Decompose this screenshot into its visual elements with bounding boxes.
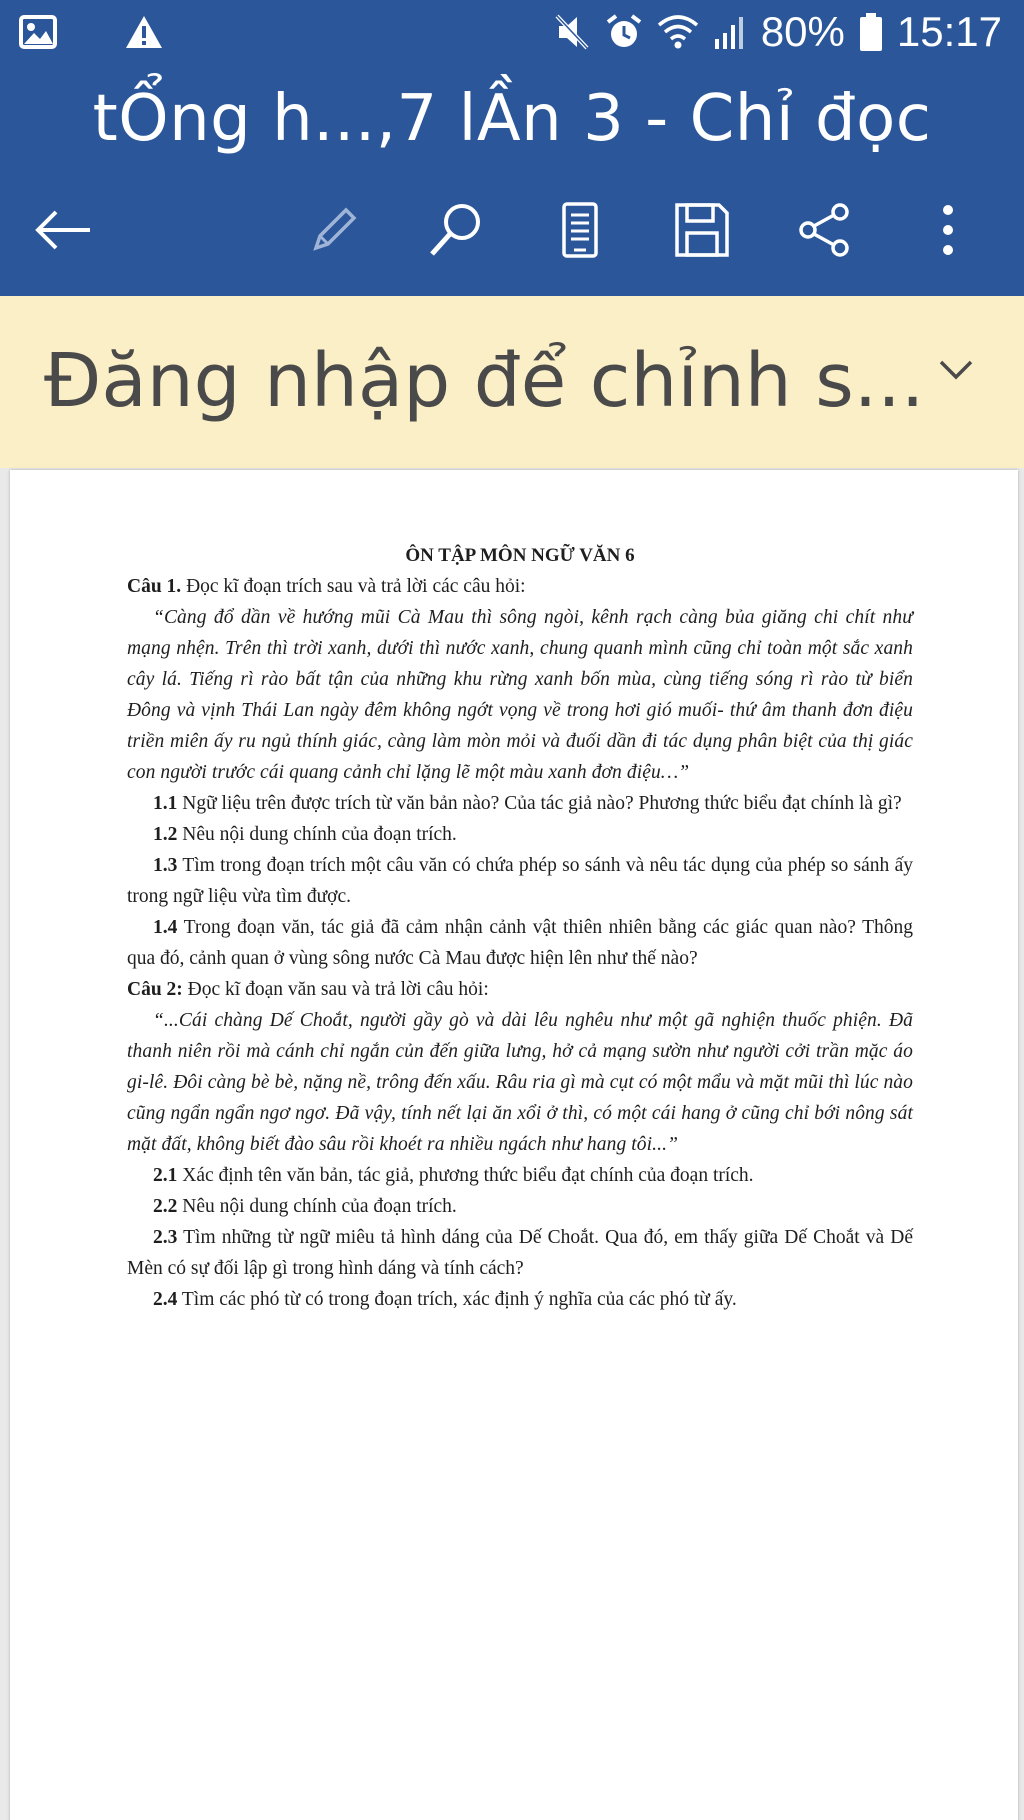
- item-text: Trong đoạn văn, tác giả đã cảm nhận cảnh vật thiên nhiên bằng các giác quan nào? Thông qua đó, cảnh quan ở vùng sông nước Cà Mau được hiện lên như thế nào?: [127, 917, 913, 969]
- battery-icon: [859, 12, 883, 52]
- item-number: 1.2: [153, 824, 178, 845]
- image-icon: [18, 14, 58, 50]
- question-2-label: Câu 2:: [127, 979, 183, 1000]
- sign-in-banner-text: Đăng nhập để chỉnh s...: [44, 338, 925, 424]
- item-text: Tìm những từ ngữ miêu tả hình dáng của Dế Choắt. Qua đó, em thấy giữa Dế Choắt và Dế Mèn có sự đối lập gì trong hình dáng và tính cách?: [127, 1227, 913, 1279]
- question-2-text: Đọc kĩ đoạn văn sau và trả lời câu hỏi:: [182, 979, 489, 1000]
- wifi-icon: [657, 13, 699, 51]
- question-1-heading: [127, 571, 913, 602]
- item-text: Xác định tên văn bản, tác giả, phương thức biểu đạt chính của đoạn trích.: [177, 1165, 754, 1186]
- signal-icon: [713, 13, 747, 51]
- item-number: 2.3: [153, 1227, 178, 1248]
- doc-heading: ÔN TẬP MÔN NGỮ VĂN 6: [405, 545, 635, 566]
- app-bar: [0, 0, 1024, 296]
- question-item: [127, 1284, 913, 1315]
- question-2-heading: [127, 974, 913, 1005]
- item-text: Tìm trong đoạn trích một câu văn có chứa phép so sánh và nêu tác dụng của phép so sánh ấy trong ngữ liệu vừa tìm được.: [127, 855, 913, 907]
- search-icon[interactable]: [422, 196, 490, 264]
- item-number: 1.1: [153, 793, 178, 814]
- question-2-quote: “...Cái chàng Dế Choắt, người gầy gò và dài lêu nghêu như một gã nghiện thuốc phiện. Đã thanh niên rồi mà cánh chỉ ngắn củn đến giữa lưng, hở cả mạng sườn như người cởi trần mặc áo gi-lê. Đôi càng bè bè, nặng nề, trông đến xấu. Râu ria gì mà cụt có một mẩu và mặt mũi thì lúc nào cũng ngẩn ngẩn ngơ ngơ. Đã vậy, tính nết lại ăn xổi ở thì, có một cái hang ở cũng chỉ bới nông sát mặt đất, không biết đào sâu rồi khoét ra nhiều ngách như hang tôi...”: [127, 1010, 913, 1155]
- item-number: 1.3: [153, 855, 178, 876]
- document-page[interactable]: [10, 470, 1018, 1820]
- item-text: Tìm các phó từ có trong đoạn trích, xác định ý nghĩa của các phó từ ấy.: [177, 1289, 737, 1310]
- item-number: 2.1: [153, 1165, 178, 1186]
- battery-percent: 80%: [760, 8, 845, 55]
- reading-view-icon[interactable]: [546, 196, 614, 264]
- item-number: 2.2: [153, 1196, 178, 1217]
- question-1-label: Câu 1.: [127, 576, 182, 597]
- mute-icon: [555, 13, 591, 51]
- save-icon[interactable]: [668, 196, 736, 264]
- warning-icon: [124, 14, 164, 50]
- alarm-icon: [605, 13, 643, 51]
- item-number: 2.4: [153, 1289, 178, 1310]
- question-1-quote: “Càng đổ dần về hướng mũi Cà Mau thì sông ngòi, kênh rạch càng bủa giăng chi chít như mạng nhện. Trên thì trời xanh, dưới thì nước xanh, chung quanh mình cũng chỉ toàn một sắc xanh cây lá. Tiếng rì rào bất tận của những khu rừng xanh bốn mùa, cùng tiếng sóng rì rào từ biển Đông và vịnh Thái Lan ngày đêm không ngớt vọng về trong hơi gió muối- thứ âm thanh đơn điệu triền miên ấy ru ngủ thính giác, càng làm mòn mỏi và đuối dần đi tác dụng phân biệt của thị giác con người trước cái quang cảnh chỉ lặng lẽ một màu xanh đơn điệu…”: [127, 607, 913, 783]
- question-item: [127, 912, 913, 974]
- item-text: Nêu nội dung chính của đoạn trích.: [177, 1196, 457, 1217]
- question-item: [127, 850, 913, 912]
- clock: 15:17: [896, 8, 1002, 55]
- question-item: [127, 1160, 913, 1191]
- document-body: [127, 540, 913, 1315]
- more-options-icon[interactable]: [914, 196, 982, 264]
- sign-in-banner[interactable]: [0, 296, 1024, 468]
- edit-pencil-icon[interactable]: [300, 196, 368, 264]
- chevron-down-icon[interactable]: [938, 358, 974, 387]
- item-number: 1.4: [153, 917, 178, 938]
- toolbar: [0, 190, 1024, 270]
- question-item: [127, 1191, 913, 1222]
- question-1-text: Đọc kĩ đoạn trích sau và trả lời các câu hỏi:: [181, 576, 526, 597]
- back-arrow-icon[interactable]: [30, 196, 98, 264]
- item-text: Ngữ liệu trên được trích từ văn bản nào? Của tác giả nào? Phương thức biểu đạt chính là gì?: [177, 793, 902, 814]
- share-icon[interactable]: [790, 196, 858, 264]
- question-item: [127, 819, 913, 850]
- document-title: tỔng h...,7 lẦn 3 - Chỉ đọc: [92, 82, 932, 156]
- status-bar: [0, 0, 1024, 72]
- item-text: Nêu nội dung chính của đoạn trích.: [177, 824, 457, 845]
- question-item: [127, 1222, 913, 1284]
- question-item: [127, 788, 913, 819]
